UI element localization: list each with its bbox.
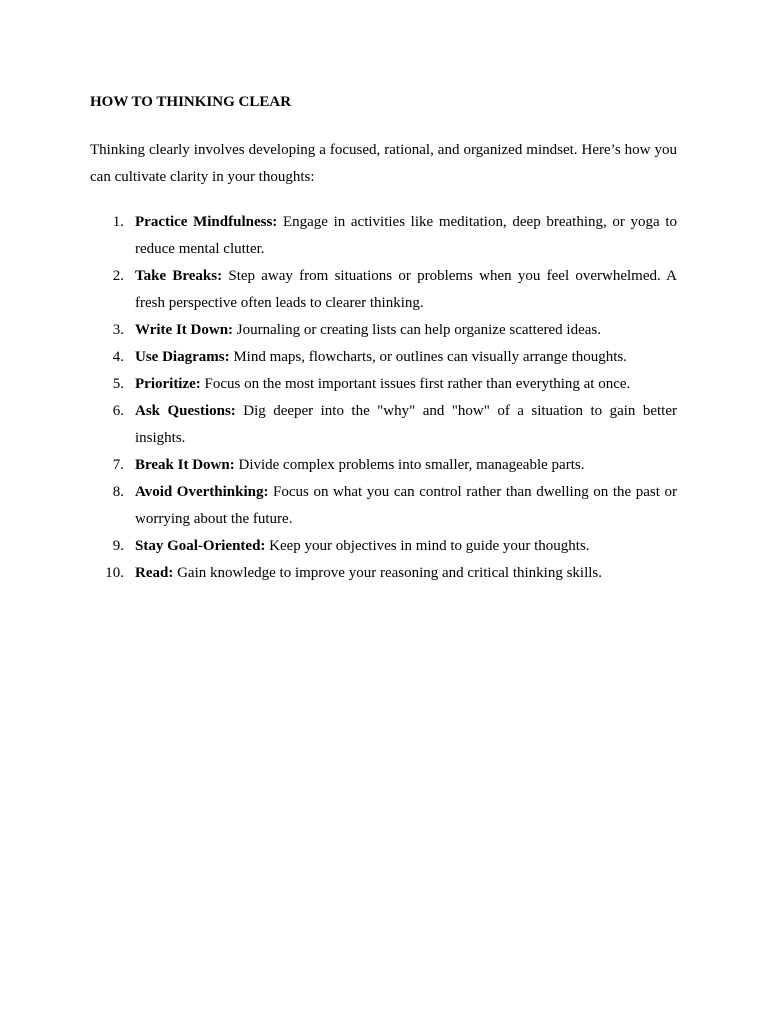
- list-item-number: 8.: [112, 484, 124, 500]
- list-item-term: Practice Mindfulness:: [135, 214, 278, 230]
- document-title: HOW TO THINKING CLEAR: [90, 94, 292, 110]
- list-item: [90, 317, 677, 344]
- list-item-term: Read:: [135, 565, 174, 581]
- list-item: [90, 209, 677, 263]
- list-item-number: 2.: [112, 268, 124, 284]
- list-item-text: Engage in activities like meditation, deep breathing, or yoga to reduce mental clutter.: [135, 214, 677, 257]
- tips-list: [90, 209, 677, 587]
- list-item-term: Prioritize:: [135, 376, 201, 392]
- list-item-text: Focus on what you can control rather than dwelling on the past or worrying about the future.: [135, 484, 677, 527]
- list-item: [90, 371, 677, 398]
- document-body: [90, 92, 677, 587]
- list-item-term: Ask Questions:: [135, 403, 236, 419]
- list-item-number: 1.: [112, 214, 124, 230]
- list-item-text: Divide complex problems into smaller, manageable parts.: [234, 457, 585, 473]
- list-item-number: 9.: [112, 538, 124, 554]
- list-item-number: 5.: [112, 376, 124, 392]
- list-item-term: Use Diagrams:: [135, 349, 230, 365]
- list-item-term: Take Breaks:: [135, 268, 223, 284]
- list-item: [90, 398, 677, 452]
- list-item-term: Avoid Overthinking:: [135, 484, 269, 500]
- list-item-text: Gain knowledge to improve your reasoning and critical thinking skills.: [173, 565, 602, 581]
- list-item-number: 3.: [112, 322, 124, 338]
- list-item-text: Journaling or creating lists can help organize scattered ideas.: [233, 322, 601, 338]
- list-item: [90, 344, 677, 371]
- list-item: [90, 533, 677, 560]
- list-item-text: Keep your objectives in mind to guide your thoughts.: [265, 538, 590, 554]
- list-item-text: Step away from situations or problems when you feel overwhelmed. A fresh perspective often leads to clearer thinking.: [135, 268, 677, 311]
- list-item-term: Break It Down:: [135, 457, 235, 473]
- list-item: [90, 560, 677, 587]
- list-item: [90, 479, 677, 533]
- list-item-term: Stay Goal-Oriented:: [135, 538, 266, 554]
- list-item-text: Dig deeper into the "why" and "how" of a situation to gain better insights.: [135, 403, 678, 446]
- list-item-text: Mind maps, flowcharts, or outlines can visually arrange thoughts.: [229, 349, 627, 365]
- list-item-term: Write It Down:: [135, 322, 234, 338]
- list-item-number: 6.: [112, 403, 124, 419]
- list-item-number: 4.: [112, 349, 124, 365]
- list-item-number: 7.: [112, 457, 124, 473]
- list-item-text: Focus on the most important issues first rather than everything at once.: [200, 376, 631, 392]
- list-item-number: 10.: [105, 565, 124, 581]
- list-item: [90, 452, 677, 479]
- list-item: [90, 263, 677, 317]
- intro-paragraph: Thinking clearly involves developing a focused, rational, and organized mindset. Here’s how you can cultivate clarity in your thoughts:: [90, 142, 677, 185]
